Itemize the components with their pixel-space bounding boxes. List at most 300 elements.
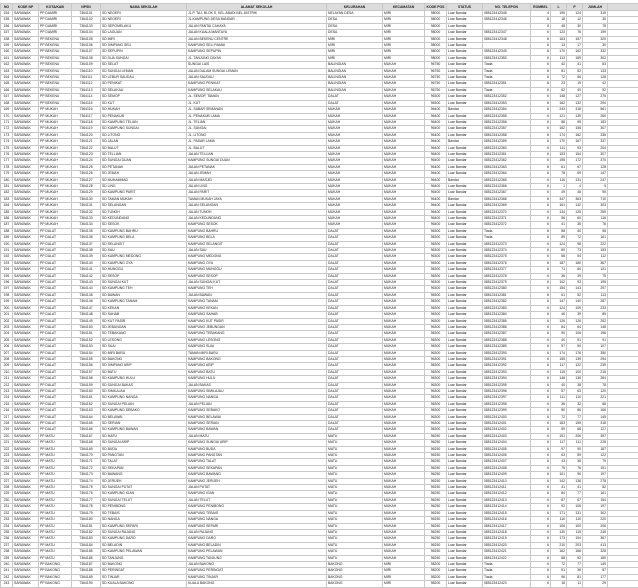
table-cell: PP DALAT [39,363,72,369]
table-cell: 133 [583,68,608,74]
table-cell: SD KAMPUNG BAHRU [101,228,187,234]
table-cell: 7364181 [72,523,101,529]
table-cell: 7364139 [72,254,101,260]
table-cell: JALAN RAJANG [187,529,327,535]
table-cell: 63 [567,388,583,394]
table-cell: 69 [567,171,583,177]
table-cell: 96300 [425,395,447,401]
table-cell: 085123412394 [483,376,531,382]
table-cell: MATU [327,465,383,471]
table-cell: PP MUKAH [39,107,72,113]
table-cell: PP MATU [39,549,72,555]
table-cell: 7364178 [72,504,101,510]
table-cell: 6 [531,421,551,427]
table-cell: 166 [567,549,583,555]
table-cell: 275 [583,94,608,100]
table-cell: MUKAH [383,485,425,491]
table-cell: SD SELANGIT [101,241,187,247]
table-cell: 206 [567,433,583,439]
table-cell: MIRI [383,11,425,17]
table-cell: SARAWAK [13,235,39,241]
table-cell: 085123412409 [483,472,531,478]
table-cell: MUKAH [383,107,425,113]
table-cell: MIRI [327,43,383,49]
table-cell: 18 [551,581,567,587]
table-cell: KAMPUNG SEPARI [187,523,327,529]
table-cell: 7364124 [72,158,101,164]
table-cell: Luar Bandar [447,561,483,567]
table-cell: 96750 [425,81,447,87]
table-cell: SD SELANGAN [101,203,187,209]
table-cell: 96400 [425,119,447,125]
table-cell: 191 [551,433,567,439]
column-header: STATUS [447,4,483,11]
table-cell: 6 [531,267,551,273]
table-cell: 7364162 [72,401,101,407]
table-cell: 397 [583,433,608,439]
table-cell: PP DAMIRI [39,30,72,36]
table-cell: 96250 [425,465,447,471]
table-cell: MUKAH [383,267,425,273]
table-cell: Luar Bandar [447,433,483,439]
table-cell: SARAWAK [13,446,39,452]
table-cell: 337 [583,139,608,145]
table-cell: 7364107 [72,49,101,55]
table-cell: 96400 [425,139,447,145]
table-cell: MIRI [383,561,425,567]
table-cell: PP DALAT [39,292,72,298]
table-cell: MUKAH [383,158,425,164]
table-cell: JL. TELIAN [187,119,327,125]
table-cell: SARAWAK [13,260,39,266]
table-cell: SARAWAK [13,183,39,189]
table-cell: 085123412417 [483,523,531,529]
table-cell: 58 [551,228,567,234]
table-cell: 173 [551,536,567,542]
table-row [1,581,638,587]
table-cell: TAMAN MIRI BARU [187,350,327,356]
table-cell: MUKAH [383,299,425,305]
table-cell: 085123412377 [483,267,531,273]
table-cell: PP MATU [39,536,72,542]
table-cell: 6 [531,87,551,93]
header-row [1,4,638,11]
table-cell: 42 [583,81,608,87]
table-cell: Luar Bandar [447,549,483,555]
table-cell: 6 [531,43,551,49]
table-cell: 085123412372 [483,222,531,228]
table-cell: 7364175 [72,485,101,491]
table-cell: SD KUT PASIR [101,318,187,324]
table-cell: 6 [531,177,551,183]
table-cell: 56 [567,75,583,81]
table-cell: MUKAH [383,453,425,459]
table-cell: 6 [531,171,551,177]
table-cell: 96250 [425,523,447,529]
table-cell: SD LING [101,183,187,189]
table-cell: 6 [531,280,551,286]
table-cell: 7364187 [72,561,101,567]
table-cell: PP DALAT [39,382,72,388]
table-cell: Luar Bandar [447,504,483,510]
table-cell: 96250 [425,497,447,503]
table-cell: Luar Bandar [447,209,483,215]
table-cell: 085123412386 [483,324,531,330]
table-cell: 192 [1,254,13,260]
table-cell: 6 [531,36,551,42]
table-cell: Luar Bandar [447,536,483,542]
table-cell: SARAWAK [13,286,39,292]
table-cell: SARAWAK [13,485,39,491]
table-cell: KAMPUNG SERIAN [187,421,327,427]
table-cell: 187 [583,446,608,452]
table-cell: 239 [583,363,608,369]
table-cell: Tiada [483,574,531,580]
table-cell: 6 [531,254,551,260]
table-cell: 163 [1,68,13,74]
table-cell: SARAWAK [13,529,39,535]
table-cell: 1 [551,183,567,189]
table-cell: 180 [567,260,583,266]
table-cell: 6 [531,408,551,414]
table-cell: JALAN KUALA MANTAYA [187,30,327,36]
table-cell: 162 [567,132,583,138]
table-cell: PP BEKENU [39,87,72,93]
table-cell: MUKAH [383,260,425,266]
table-cell: 085123412374 [483,248,531,254]
table-cell: 98200 [425,581,447,587]
table-cell: 336 [583,132,608,138]
table-cell: PP MATU [39,529,72,535]
table-cell: 96300 [425,421,447,427]
table-cell: 17 [567,43,583,49]
table-cell: PP MUKAH [39,203,72,209]
table-cell: 201 [1,312,13,318]
table-cell: DALAT [327,305,383,311]
table-cell: 243 [1,581,13,587]
table-cell: DALAT [327,350,383,356]
table-cell: KAMPUNG LESONG [187,337,327,343]
table-cell: Tiada [483,62,531,68]
table-cell: PP MATU [39,485,72,491]
table-cell: Luar Bandar [447,510,483,516]
table-cell: 7364112 [72,81,101,87]
table-cell: 6 [531,529,551,535]
table-cell: PP BEKENU [39,68,72,74]
table-cell: 106 [551,523,567,529]
table-cell: SARAWAK [13,523,39,529]
table-cell: 193 [1,260,13,266]
table-cell: PP MATU [39,517,72,523]
table-cell: SARAWAK [13,190,39,196]
table-cell: KAMPUNG SESOP [187,273,327,279]
table-cell: 226 [1,472,13,478]
table-cell: 50 [567,344,583,350]
table-cell: 96400 [425,164,447,170]
column-header: ALAMAT SEKOLAH [187,4,327,11]
table-cell: BALINGIAN [327,68,383,74]
table-cell: SARAWAK [13,171,39,177]
table-cell: MIRI [383,36,425,42]
table-cell: KAMPUNG BELADIN [187,542,327,548]
table-cell: 97 [551,446,567,452]
table-cell: SD BAWANG [101,472,187,478]
table-cell: 200 [1,305,13,311]
table-cell: 7364163 [72,408,101,414]
table-cell: SARAWAK [13,126,39,132]
table-cell: 98000 [425,43,447,49]
table-cell: MUKAH [383,222,425,228]
table-cell: PP MATU [39,523,72,529]
table-cell: 085123412378 [483,273,531,279]
table-cell: MUKAH [383,344,425,350]
table-cell: 6 [531,94,551,100]
table-cell: 195 [551,11,567,17]
table-cell: SD PETANAK [101,164,187,170]
table-cell: 56 [551,216,567,222]
table-cell: 124 [551,305,567,311]
table-cell: 085123412379 [483,280,531,286]
table-cell: 76 [567,30,583,36]
table-cell: KAMPUNG OYA [187,260,327,266]
table-cell: Luar Bandar [447,43,483,49]
table-cell: SARAWAK [13,376,39,382]
table-cell: 154 [567,151,583,157]
table-cell: 167 [1,94,13,100]
table-cell: 176 [567,350,583,356]
table-cell: 7364145 [72,292,101,298]
table-cell: 90 [551,331,567,337]
table-cell: 302 [583,55,608,61]
table-cell: SARAWAK [13,344,39,350]
table-cell: SD PENIBONG [101,504,187,510]
table-cell: SARAWAK [13,408,39,414]
table-cell: MIRI [383,23,425,29]
table-cell: MUKAH [383,286,425,292]
table-cell: 161 [583,235,608,241]
table-cell: 96 [551,574,567,580]
table-cell: 189 [1,235,13,241]
table-cell: MUKAH [327,126,383,132]
table-cell: 085123412346 [483,17,531,23]
table-cell: PP DALAT [39,299,72,305]
table-cell: DALAT [327,286,383,292]
table-cell: 96250 [425,517,447,523]
table-cell: MUKAH [327,145,383,151]
column-header: KODE POS [425,4,447,11]
table-cell: 7364104 [72,30,101,36]
table-cell: 98000 [425,30,447,36]
table-cell: 6 [531,369,551,375]
table-cell: 085123412358 [483,132,531,138]
table-cell: 95 [583,190,608,196]
table-cell: Luar Bandar [447,453,483,459]
table-cell: 92 [551,504,567,510]
spreadsheet [0,3,638,588]
table-cell: 96400 [425,151,447,157]
table-cell-empty [608,581,638,587]
table-cell: SARAWAK [13,196,39,202]
table-cell: SD JEMAH [101,171,187,177]
table-cell: SD KEKAN [101,305,187,311]
table-cell: PP BEKENU [39,75,72,81]
table-cell: PP BEKENU [39,55,72,61]
table-cell: 96400 [425,113,447,119]
table-cell: 96750 [425,75,447,81]
table-cell: 235 [1,529,13,535]
table-cell: 116 [583,216,608,222]
table-cell: 96300 [425,414,447,420]
table-cell: PP MATU [39,542,72,548]
table-cell: MUKAH [383,139,425,145]
table-cell: 42 [551,62,567,68]
table-cell: 085123412364 [483,171,531,177]
table-cell: 153 [551,151,567,157]
table-cell: JALAN SELANGAN [187,203,327,209]
table-cell: 96250 [425,472,447,478]
table-cell: 085123412392 [483,363,531,369]
table-cell: SARAWAK [13,68,39,74]
table-cell: MUKAH [383,491,425,497]
table-cell: 98200 [425,568,447,574]
table-cell: PP DALAT [39,273,72,279]
table-cell: SARAWAK [13,203,39,209]
table-cell: MUKAH [383,369,425,375]
table-cell: PP BEKENU [39,43,72,49]
table-cell: 98000 [425,55,447,61]
table-cell: DALAT [327,235,383,241]
table-cell: 130 [551,529,567,535]
table-cell: MUKAH [383,529,425,535]
table-cell: 96300 [425,241,447,247]
table-cell: JALAN LING [187,183,327,189]
table-cell: SD TAMAN MUKAH [101,196,187,202]
table-cell: 194 [1,267,13,273]
table-cell: DALAT [327,248,383,254]
table-cell: 4 [567,183,583,189]
table-cell: SARAWAK [13,382,39,388]
table-cell: BAKONG [327,561,383,567]
table-cell: SARAWAK [13,292,39,298]
table-cell: DALAT [327,292,383,298]
table-cell: SD KAMPUNG NANGA [101,395,187,401]
table-cell: DALAT [327,299,383,305]
table-cell: 085123412375 [483,254,531,260]
table-cell: Luar Bandar [447,465,483,471]
table-cell: 238 [1,549,13,555]
table-cell: 7364185 [72,549,101,555]
table-cell: KAMPUNG TEBAIS [187,510,327,516]
table-cell: Luar Bandar [447,337,483,343]
table-cell: Luar Bandar [447,363,483,369]
table-cell: 115 [567,529,583,535]
table-cell: 7364190 [72,581,101,587]
table-cell: SARAWAK [13,401,39,407]
table-cell: 085123412363 [483,164,531,170]
table-cell: KAMPUNG TANAM [187,299,327,305]
table-cell: 7364133 [72,216,101,222]
table-cell: SARAWAK [13,241,39,247]
table-cell: 5 [583,183,608,189]
table-cell: 413 [583,542,608,548]
table-cell: SD NEGERI [101,17,187,23]
table-cell: 6 [531,382,551,388]
table-cell: 98 [567,241,583,247]
table-cell: 86 [567,408,583,414]
table-cell: MUKAH [383,132,425,138]
table-cell: PP DALAT [39,331,72,337]
table-cell: 180 [1,177,13,183]
table-cell: DESA [327,23,383,29]
table-cell: 96300 [425,312,447,318]
column-header: NO [1,4,13,11]
table-cell: 84 [551,491,567,497]
table-cell: SARAWAK [13,55,39,61]
table-cell: MUKAH [383,216,425,222]
table-cell: SARAWAK [13,555,39,561]
table-cell: Luar Bandar [447,414,483,420]
table-cell: SD SESOK [101,222,187,228]
table-cell: MUKAH [327,196,383,202]
table-cell: MUKAH [383,401,425,407]
table-cell: 6 [531,395,551,401]
table-cell: PP BAKONG [39,581,72,587]
table-cell: 221 [583,395,608,401]
table-cell: SD MIRI [101,36,187,42]
table-cell: 68 [583,401,608,407]
table-cell: JALAN MASJID [187,177,327,183]
table-cell: SD TALAT [101,459,187,465]
table-cell: 085123412396 [483,388,531,394]
table-cell: SARAWAK [13,209,39,215]
table-cell: 96400 [425,196,447,202]
table-cell: Luar Bandar [447,350,483,356]
table-cell: 7364117 [72,113,101,119]
table-cell: SD SEPOMELAKU [101,23,187,29]
table-cell: 96 [567,472,583,478]
table-cell: Luar Bandar [447,568,483,574]
table-cell: 161 [551,203,567,209]
table-cell: 197 [1,286,13,292]
table-cell: SARAWAK [13,472,39,478]
table-cell: 7364158 [72,376,101,382]
table-cell: 174 [551,132,567,138]
table-cell: 96250 [425,433,447,439]
table-cell: JALAN KEDUNDANG [187,216,327,222]
table-cell: SD KAMPUNG MEDONG [101,254,187,260]
table-cell: 6 [531,478,551,484]
table-cell: 367 [583,536,608,542]
table-cell: PP DALAT [39,248,72,254]
table-cell: Luar Bandar [447,369,483,375]
table-cell: 085123412408 [483,465,531,471]
table-cell: 085123412415 [483,510,531,516]
table-cell: 96300 [425,286,447,292]
table-cell: KAMPUNG SAHAB [187,312,327,318]
column-header: KODE NP [13,4,39,11]
table-cell: 120 [583,388,608,394]
table-cell: 7364165 [72,421,101,427]
table-cell: 228 [583,440,608,446]
table-cell: SD JEBUNGAN [101,324,187,330]
table-cell: 214 [1,395,13,401]
table-cell: 085123412380 [483,286,531,292]
table-cell: 370 [583,158,608,164]
table-cell: 96300 [425,299,447,305]
table-cell: 220 [1,433,13,439]
table-cell: 96300 [425,337,447,343]
table-cell: 318 [583,421,608,427]
